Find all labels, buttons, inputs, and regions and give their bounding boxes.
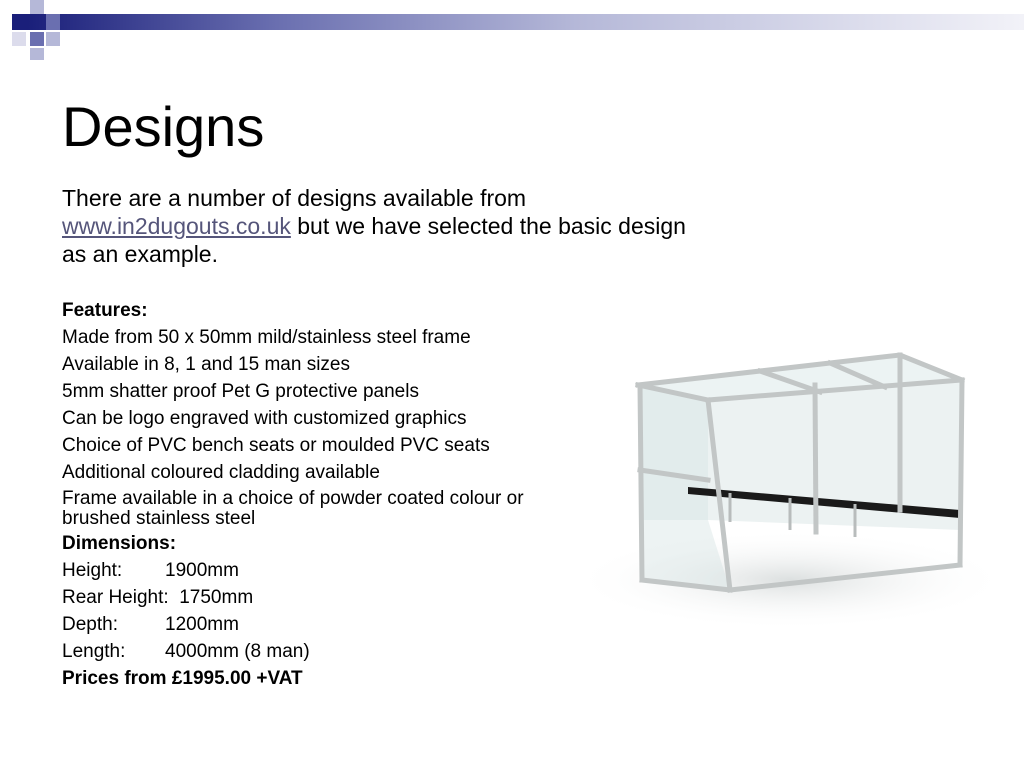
feature-item: Frame available in a choice of powder coated colour or brushed stainless steel: [62, 489, 524, 529]
side-glass: [638, 385, 708, 520]
dimension-value: 4000mm (8 man): [165, 641, 310, 662]
dimension-row: [62, 560, 582, 587]
header-square: [46, 14, 60, 30]
header-gradient-bar: [28, 14, 1024, 30]
feature-item: Can be logo engraved with customized graphics: [62, 408, 467, 429]
header-square: [30, 0, 44, 14]
dimension-row: [62, 587, 582, 614]
intro-paragraph: [62, 184, 702, 268]
header-square: [12, 14, 28, 30]
dimension-row: [62, 614, 582, 641]
dimension-label: Rear Height:: [62, 587, 169, 608]
intro-text-after: but we have selected the basic design as an example.: [62, 213, 686, 267]
post-right: [960, 380, 962, 565]
header-square: [46, 32, 60, 46]
feature-item: Choice of PVC bench seats or moulded PVC seats: [62, 435, 490, 456]
intro-text: There are a number of designs available from: [62, 185, 527, 211]
dugout-shelter-image: [580, 340, 1000, 640]
dimension-row: [62, 641, 582, 668]
details-list: [62, 300, 582, 695]
dugouts-link[interactable]: www.in2dugouts.co.uk: [62, 213, 291, 239]
dimension-label: Length:: [62, 641, 126, 662]
dimensions-heading: Dimensions:: [62, 533, 177, 554]
feature-item: Additional coloured cladding available: [62, 462, 380, 483]
price-text: Prices from £1995.00 +VAT: [62, 668, 303, 689]
header-square: [30, 48, 44, 60]
feature-item: Available in 8, 1 and 15 man sizes: [62, 354, 350, 375]
post-back-mid: [815, 385, 816, 532]
header-square: [30, 32, 44, 46]
feature-item: Made from 50 x 50mm mild/stainless steel frame: [62, 327, 471, 348]
slide-title: Designs: [62, 95, 265, 158]
dimension-value: 1900mm: [165, 560, 239, 581]
dimension-value: 1750mm: [179, 587, 254, 608]
header-decoration: [0, 0, 1024, 62]
post-front-left: [640, 385, 642, 580]
features-heading: Features:: [62, 300, 148, 321]
dimension-value: 1200mm: [165, 614, 239, 635]
header-square: [12, 32, 26, 46]
feature-item: 5mm shatter proof Pet G protective panels: [62, 381, 419, 402]
dimension-label: Height:: [62, 560, 123, 581]
dimension-label: Depth:: [62, 614, 118, 635]
